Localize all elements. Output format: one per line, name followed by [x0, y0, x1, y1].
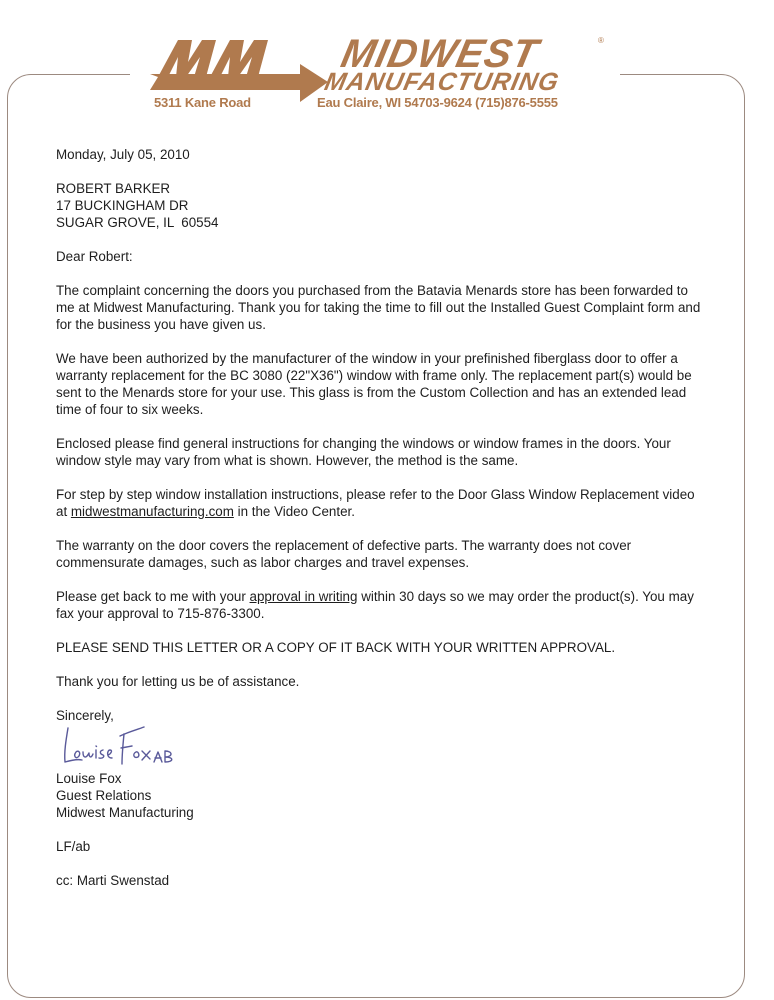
- handwritten-signature: [56, 722, 706, 770]
- cc-line: cc: Marti Swenstad: [56, 873, 170, 888]
- salutation: Dear Robert:: [56, 249, 133, 264]
- city-state-phone: Eau Claire, WI 54703-9624 (715)876-5555: [317, 95, 558, 110]
- paragraph-complaint: The complaint concerning the doors you purchased from the Batavia Menards store has been forwarded to me at Midwest Manufacturing. Thank you for taking the time to fill out the Installed Guest Complaint form and for the business you have given us.: [56, 283, 701, 332]
- recipient-street: 17 BUCKINGHAM DR: [56, 198, 189, 213]
- signer-title: Guest Relations: [56, 788, 152, 803]
- paragraph-warranty-offer: We have been authorized by the manufacturer of the window in your prefinished fiberglass door to offer a warranty replacement for the BC 3080 (22"X36") window with frame only. The replacement part(s) would be sent to the Menards store for your use. This glass is from the Custom Collection and has an extended lead time of four to six weeks.: [56, 351, 692, 417]
- paragraph-send-notice: PLEASE SEND THIS LETTER OR A COPY OF IT BACK WITH YOUR WRITTEN APPROVAL.: [56, 640, 616, 655]
- approval-emphasis: approval in writing: [249, 589, 358, 604]
- company-subtitle: MANUFACTURING: [322, 68, 562, 96]
- approval-text-before: Please get back to me with your: [56, 589, 250, 604]
- signer-company: Midwest Manufacturing: [56, 805, 194, 820]
- closing: Sincerely,: [56, 708, 114, 723]
- street-address: 5311 Kane Road: [154, 95, 251, 110]
- signer-name: Louise Fox: [56, 771, 122, 786]
- video-text-after: in the Video Center.: [233, 504, 355, 519]
- paragraph-warranty-coverage: The warranty on the door covers the replacement of defective parts. The warranty does not cover commensurate damages, such as labor charges and travel expenses.: [56, 538, 632, 570]
- recipient-city: SUGAR GROVE, IL 60554: [56, 215, 219, 230]
- approval-text-after: within 30 days so we may order the product(s). You may fax your approval to 715-876-3300.: [56, 589, 694, 621]
- recipient-address: [56, 180, 706, 231]
- paragraph-thanks: Thank you for letting us be of assistance.: [56, 674, 300, 689]
- paragraph-instructions: Enclosed please find general instructions for changing the windows or window frames in the doors. Your window style may vary from what is shown. However, the method is the same.: [56, 436, 671, 468]
- video-text-before: For step by step window installation instructions, please refer to the Door Glass Window Replacement video at: [56, 487, 695, 519]
- company-name: MIDWEST: [337, 32, 543, 76]
- signature-icon: [58, 722, 208, 774]
- recipient-name: ROBERT BARKER: [56, 181, 171, 196]
- paragraph-video: [56, 486, 706, 520]
- letter-body: [56, 146, 706, 906]
- reference-initials: LF/ab: [56, 839, 91, 854]
- paragraph-approval: [56, 588, 706, 622]
- signer-block: [56, 770, 706, 821]
- registered-mark: ®: [598, 36, 604, 45]
- letter-date: Monday, July 05, 2010: [56, 147, 190, 162]
- letterhead: [140, 32, 620, 112]
- website-link[interactable]: midwestmanufacturing.com: [70, 504, 234, 519]
